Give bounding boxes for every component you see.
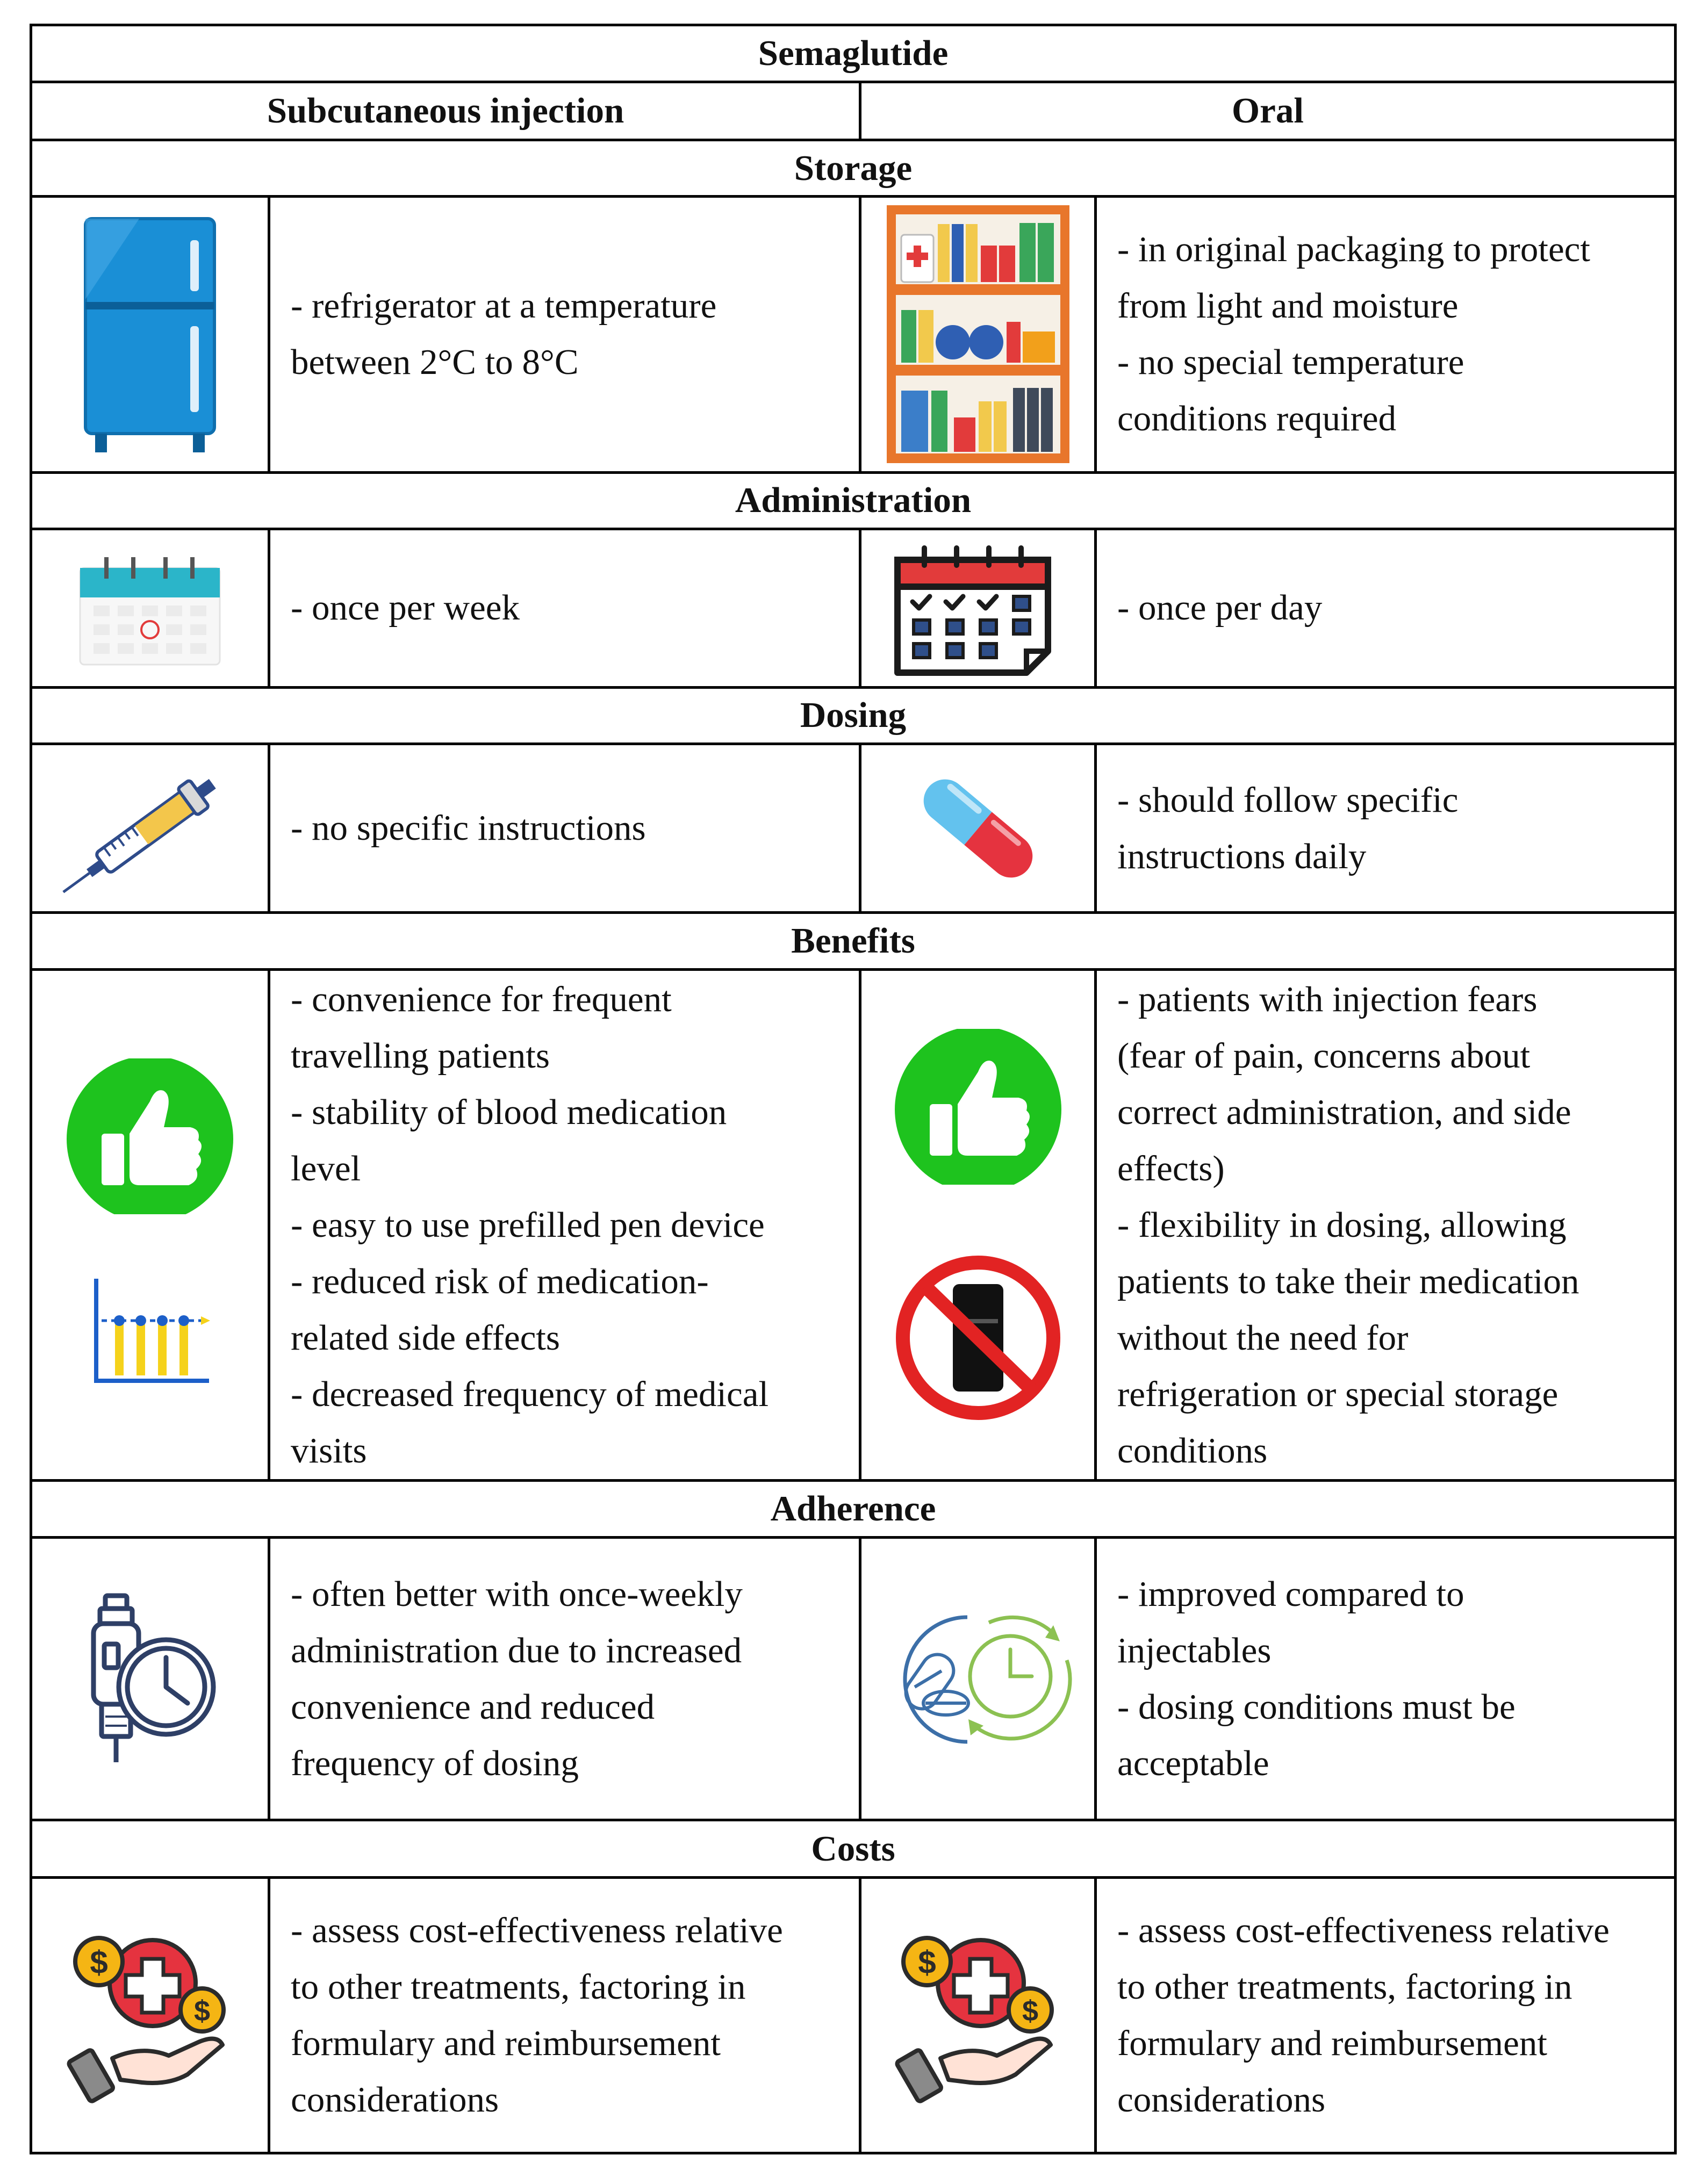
weekly-calendar-icon (887, 538, 1069, 678)
text-line: formulary and reimbursement (291, 2023, 721, 2063)
text-line: - should follow specific (1117, 780, 1459, 820)
text-line: considerations (1117, 2079, 1326, 2120)
administration-injection-icon-cell (31, 529, 269, 687)
svg-text:$: $ (917, 1944, 936, 1980)
semaglutide-comparison-table (30, 24, 1677, 2154)
benefits-oral-icon-cell (860, 970, 1096, 1481)
thumbs-up-icon (892, 1029, 1064, 1185)
text-line: formulary and reimbursement (1117, 2023, 1548, 2063)
text-line: - convenience for frequent (291, 979, 672, 1019)
text-line: conditions required (1117, 399, 1397, 439)
shelf-icon (884, 203, 1072, 466)
adherence-oral-text (1096, 1538, 1676, 1820)
stable-level-chart-icon (85, 1273, 214, 1392)
costs-injection-icon-cell (31, 1877, 269, 2153)
section-header-costs: Costs (31, 1820, 1676, 1877)
section-header-storage: Storage (31, 140, 1676, 197)
svg-text:$: $ (1022, 1994, 1038, 2027)
text-line: without the need for (1117, 1317, 1409, 1358)
dosing-oral-text (1096, 744, 1676, 912)
costs-injection-text (269, 1877, 860, 2153)
thumbs-up-icon (64, 1058, 236, 1214)
storage-oral-icon-cell (860, 197, 1096, 472)
storage-oral-text (1096, 197, 1676, 472)
cost-hand-icon (889, 1924, 1067, 2107)
text-line: level (291, 1148, 361, 1188)
text-line: - assess cost-effectiveness relative (291, 1910, 783, 1950)
dosing-injection-icon-cell (31, 744, 269, 912)
dosing-oral-icon-cell (860, 744, 1096, 912)
text-line: injectables (1117, 1630, 1272, 1670)
svg-text:$: $ (193, 1994, 211, 2027)
pen-clock-icon (72, 1590, 228, 1768)
syringe-icon (59, 759, 241, 898)
storage-injection-text (269, 197, 860, 472)
benefits-injection-icon-cell (31, 970, 269, 1481)
pills-clock-icon (881, 1601, 1075, 1757)
text-line: - no specific instructions (291, 808, 646, 848)
text-line: frequency of dosing (291, 1743, 579, 1783)
text-line: - easy to use prefilled pen device (291, 1205, 765, 1245)
section-header-administration: Administration (31, 472, 1676, 529)
cost-hand-icon (61, 1924, 239, 2107)
text-line: - once per day (1117, 588, 1323, 628)
text-line: - often better with once-weekly (291, 1574, 743, 1614)
costs-oral-text (1096, 1877, 1676, 2153)
adherence-injection-text (269, 1538, 860, 1820)
administration-oral-icon-cell (860, 529, 1096, 687)
text-line: to other treatments, factoring in (1117, 1966, 1572, 2007)
adherence-oral-icon-cell (860, 1538, 1096, 1820)
text-line: (fear of pain, concerns about (1117, 1035, 1531, 1076)
text-line: instructions daily (1117, 836, 1367, 876)
benefits-injection-text (269, 970, 860, 1481)
administration-oral-text (1096, 529, 1676, 687)
text-line: considerations (291, 2079, 499, 2120)
text-line: correct administration, and side (1117, 1092, 1571, 1132)
text-line: conditions (1117, 1430, 1268, 1471)
text-line: - no special temperature (1117, 342, 1464, 383)
text-line: visits (291, 1430, 367, 1471)
text-line: - decreased frequency of medical (291, 1374, 769, 1414)
text-line: travelling patients (291, 1035, 550, 1076)
benefits-oral-text (1096, 970, 1676, 1481)
text-line: - dosing conditions must be (1117, 1686, 1516, 1727)
capsule-icon (897, 753, 1059, 904)
column-header-subcutaneous: Subcutaneous injection (31, 82, 860, 140)
svg-text:$: $ (90, 1944, 108, 1980)
text-line: - in original packaging to protect (1117, 229, 1591, 270)
text-line: refrigeration or special storage (1117, 1374, 1558, 1414)
table-title: Semaglutide (31, 25, 1676, 82)
section-header-dosing: Dosing (31, 687, 1676, 744)
text-line: - reduced risk of medication- (291, 1261, 709, 1301)
adherence-injection-icon-cell (31, 1538, 269, 1820)
section-header-adherence: Adherence (31, 1481, 1676, 1538)
text-line: - patients with injection fears (1117, 979, 1538, 1019)
column-header-oral: Oral (860, 82, 1676, 140)
text-line: - once per week (291, 588, 520, 628)
text-line: - stability of blood medication (291, 1092, 727, 1132)
text-line: - assess cost-effectiveness relative (1117, 1910, 1610, 1950)
text-line: from light and moisture (1117, 286, 1459, 326)
dosing-injection-text (269, 744, 860, 912)
section-header-benefits: Benefits (31, 913, 1676, 970)
text-line: convenience and reduced (291, 1686, 655, 1727)
text-line: - refrigerator at a temperature (291, 286, 717, 326)
text-line: acceptable (1117, 1743, 1269, 1783)
storage-injection-icon-cell (31, 197, 269, 472)
text-line: patients to take their medication (1117, 1261, 1579, 1301)
costs-oral-icon-cell (860, 1877, 1096, 2153)
text-line: between 2°C to 8°C (291, 342, 579, 383)
text-line: - flexibility in dosing, allowing (1117, 1205, 1567, 1245)
text-line: to other treatments, factoring in (291, 1966, 746, 2007)
administration-injection-text (269, 529, 860, 687)
text-line: administration due to increased (291, 1630, 742, 1670)
refrigerator-icon (75, 213, 225, 455)
text-line: effects) (1117, 1148, 1225, 1188)
text-line: - improved compared to (1117, 1574, 1464, 1614)
no-refrigerator-icon (895, 1255, 1061, 1421)
calendar-icon (72, 546, 228, 670)
text-line: related side effects (291, 1317, 560, 1358)
